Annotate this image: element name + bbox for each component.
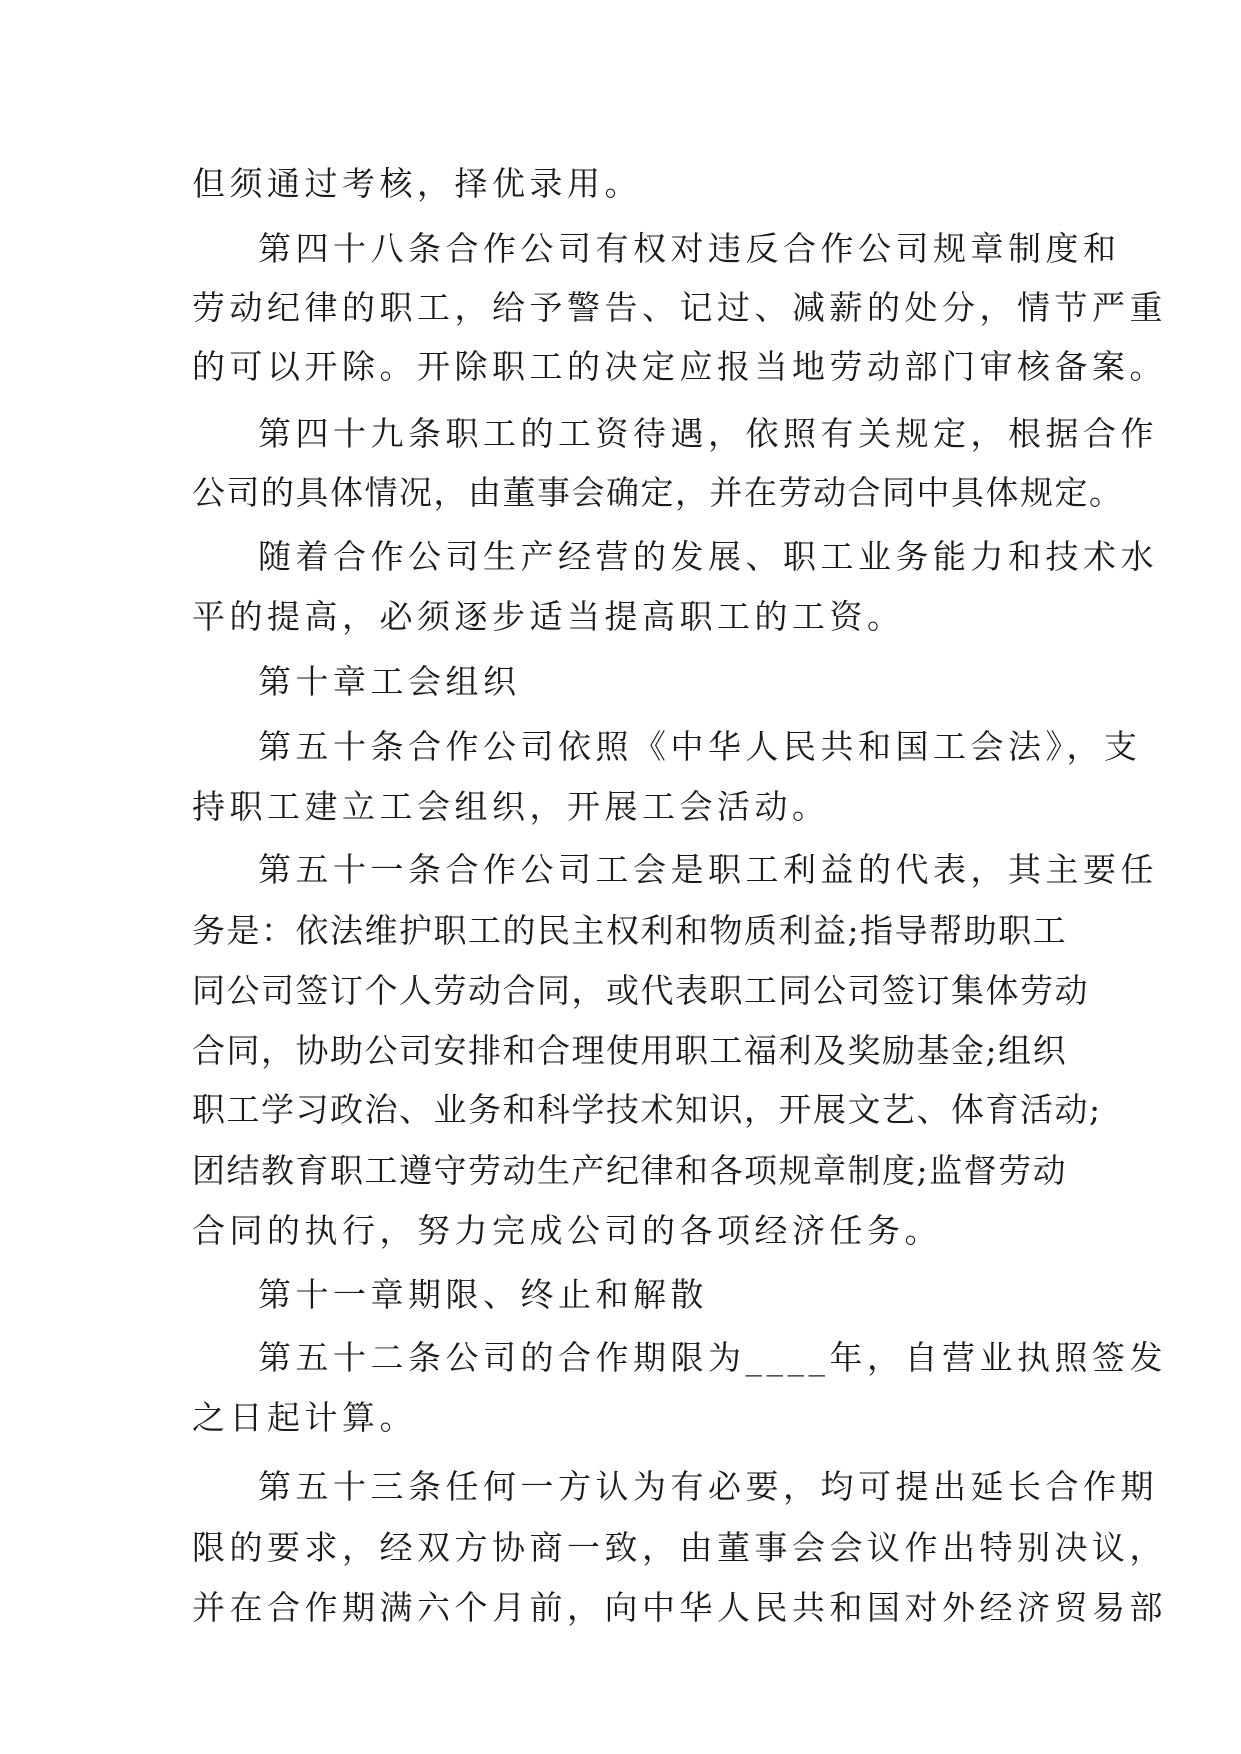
- article-49-heading-line: 第四十九条职工的工资待遇，依照有关规定，根据合作: [258, 414, 1158, 453]
- article-53-heading-line: 第五十三条任何一方认为有必要，均可提出延长合作期: [258, 1467, 1158, 1506]
- text-line: 之日起计算。: [192, 1398, 417, 1437]
- text-line: 务是：依法维护职工的民主权利和物质利益;指导帮助职工: [192, 911, 1068, 950]
- text-line: 持职工建立工会组织，开展工会活动。: [192, 787, 830, 826]
- paragraph-start-line: 随着合作公司生产经营的发展、职工业务能力和技术水: [258, 537, 1158, 576]
- chapter-10-heading: 第十章工会组织: [258, 662, 521, 701]
- text-line: 的可以开除。开除职工的决定应报当地劳动部门审核备案。: [192, 347, 1167, 386]
- chapter-11-heading: 第十一章期限、终止和解散: [258, 1275, 708, 1314]
- text-line: 合同，协助公司安排和合理使用职工福利及奖励基金;组织: [192, 1031, 1068, 1070]
- text-line: 但须通过考核，择优录用。: [192, 164, 642, 203]
- text-line: 团结教育职工遵守劳动生产纪律和各项规章制度;监督劳动: [192, 1151, 1068, 1190]
- text-line: 同公司签订个人劳动合同，或代表职工同公司签订集体劳动: [192, 971, 1089, 1010]
- article-51-heading-line: 第五十一条合作公司工会是职工利益的代表，其主要任: [258, 850, 1158, 889]
- text-line: 公司的具体情况，由董事会确定，并在劳动合同中具体规定。: [192, 473, 1124, 512]
- text-line: 劳动纪律的职工，给予警告、记过、减薪的处分，情节严重: [192, 288, 1167, 327]
- article-48-heading-line: 第四十八条合作公司有权对违反合作公司规章制度和: [258, 229, 1121, 268]
- text-line: 平的提高，必须逐步适当提高职工的工资。: [192, 597, 905, 636]
- article-50-heading-line: 第五十条合作公司依照《中华人民共和国工会法》，支: [258, 727, 1142, 766]
- text-line: 职工学习政治、业务和科学技术知识，开展文艺、体育活动;: [192, 1090, 1102, 1129]
- text-line: 并在合作期满六个月前，向中华人民共和国对外经济贸易部: [192, 1588, 1167, 1627]
- article-52-heading-line: 第五十二条公司的合作期限为____年，自营业执照签发: [258, 1338, 1167, 1377]
- text-line: 限的要求，经双方协商一致，由董事会会议作出特别决议，: [192, 1528, 1167, 1567]
- text-line: 合同的执行，努力完成公司的各项经济任务。: [192, 1211, 942, 1250]
